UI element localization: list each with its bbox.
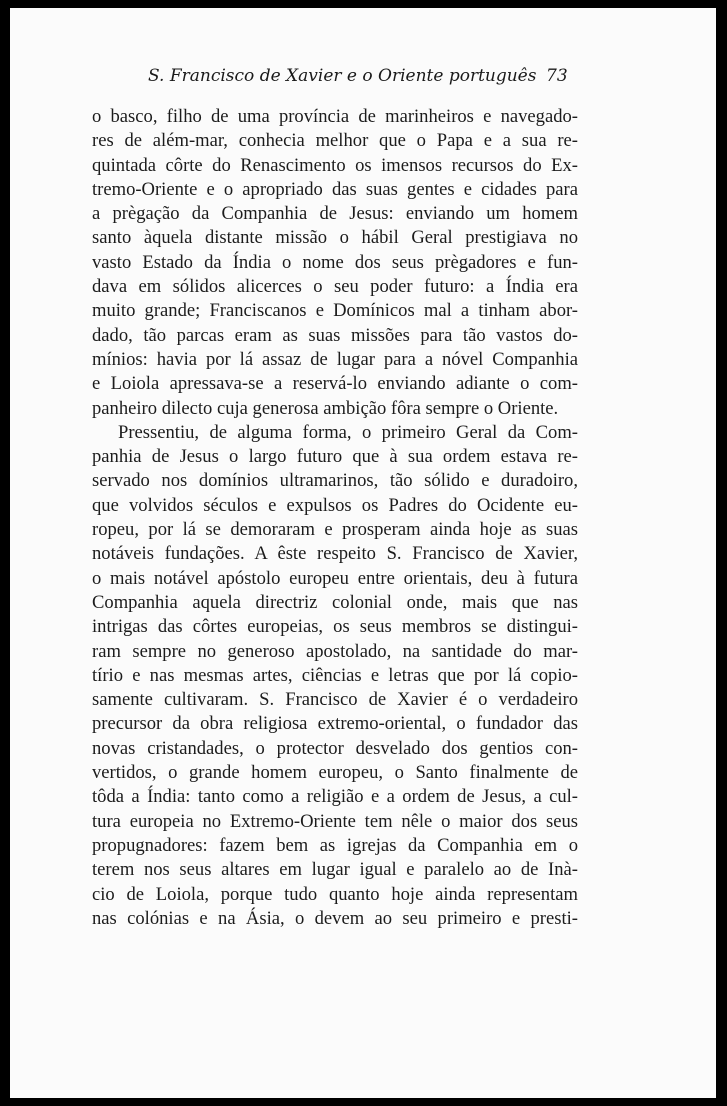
text-line: terem nos seus altares em lugar igual e paralelo ao de Inà- [92, 859, 578, 881]
text-line: quintada côrte do Renascimento os imensos recursos do Ex- [92, 154, 578, 176]
text-line: intrigas das côrtes europeias, os seus membros se distingui- [92, 616, 578, 638]
text-line: vasto Estado da Índia o nome dos seus prègadores e fun- [92, 251, 578, 273]
text-line: o mais notável apóstolo europeu entre orientais, deu à futura [92, 567, 578, 589]
text-line: samente cultivaram. S. Francisco de Xavier é o verdadeiro [92, 689, 578, 711]
body-text [92, 105, 578, 931]
text-line: o basco, filho de uma província de marinheiros e navegado- [92, 106, 578, 127]
text-line: mínios: havia por lá assaz de lugar para a nóvel Companhia [92, 348, 578, 370]
text-line: tremo-Oriente e o apropriado das suas gentes e cidades para [92, 178, 578, 200]
text-line: Companhia aquela directriz colonial onde, mais que nas [92, 591, 578, 613]
text-line: propugnadores: fazem bem as igrejas da Companhia em o [92, 834, 578, 856]
running-title: S. Francisco de Xavier e o Oriente português [148, 66, 537, 86]
text-line: muito grande; Franciscanos e Domínicos mal a tinham abor- [92, 300, 578, 322]
text-line: dado, tão parcas eram as suas missões para tão vastos do- [92, 324, 578, 346]
book-page [10, 8, 716, 1098]
text-line: precursor da obra religiosa extremo-oriental, o fundador das [92, 713, 578, 735]
text-line: servado nos domínios ultramarinos, tão sólido e duradoiro, [92, 470, 578, 492]
text-line: tôda a Índia: tanto como a religião e a ordem de Jesus, a cul- [92, 786, 578, 808]
text-line: tírio e nas mesmas artes, ciências e letras que por lá copio- [92, 664, 578, 686]
text-line: panhia de Jesus o largo futuro que à sua ordem estava re- [92, 446, 578, 468]
text-line: novas cristandades, o protector desvelado dos gentios con- [92, 737, 578, 759]
text-line: vertidos, o grande homem europeu, o Santo finalmente de [92, 762, 578, 784]
text-line: cio de Loiola, porque tudo quanto hoje ainda representam [92, 883, 578, 905]
text-line-paragraph-end: panheiro dilecto cuja generosa ambição fôra sempre o Oriente. [92, 397, 559, 419]
text-line: ram sempre no generoso apostolado, na santidade do mar- [92, 640, 578, 662]
text-line: nas colónias e na Ásia, o devem ao seu primeiro e presti- [92, 907, 578, 929]
text-line: notáveis fundações. A êste respeito S. Francisco de Xavier, [92, 543, 578, 565]
text-line: a prègação da Companhia de Jesus: enviando um homem [92, 203, 578, 225]
text-line: res de além-mar, conhecia melhor que o Papa e a sua re- [92, 130, 578, 152]
text-line: e Loiola apressava-se a reservá-lo enviando adiante o com- [92, 373, 578, 395]
text-line: santo àquela distante missão o hábil Geral prestigiava no [92, 227, 578, 249]
text-line: dava em sólidos alicerces o seu poder futuro: a Índia era [92, 276, 578, 298]
text-line: tura europeia no Extremo-Oriente tem nêle o maior dos seus [92, 810, 578, 832]
page-header [10, 66, 716, 96]
text-line: ropeu, por lá se demoraram e prosperam ainda hoje as suas [92, 519, 578, 541]
text-line-paragraph-start: Pressentiu, de alguma forma, o primeiro Geral da Com- [118, 421, 578, 443]
page-number: 73 [546, 66, 568, 86]
text-line: que volvidos séculos e expulsos os Padres do Ocidente eu- [92, 494, 578, 516]
